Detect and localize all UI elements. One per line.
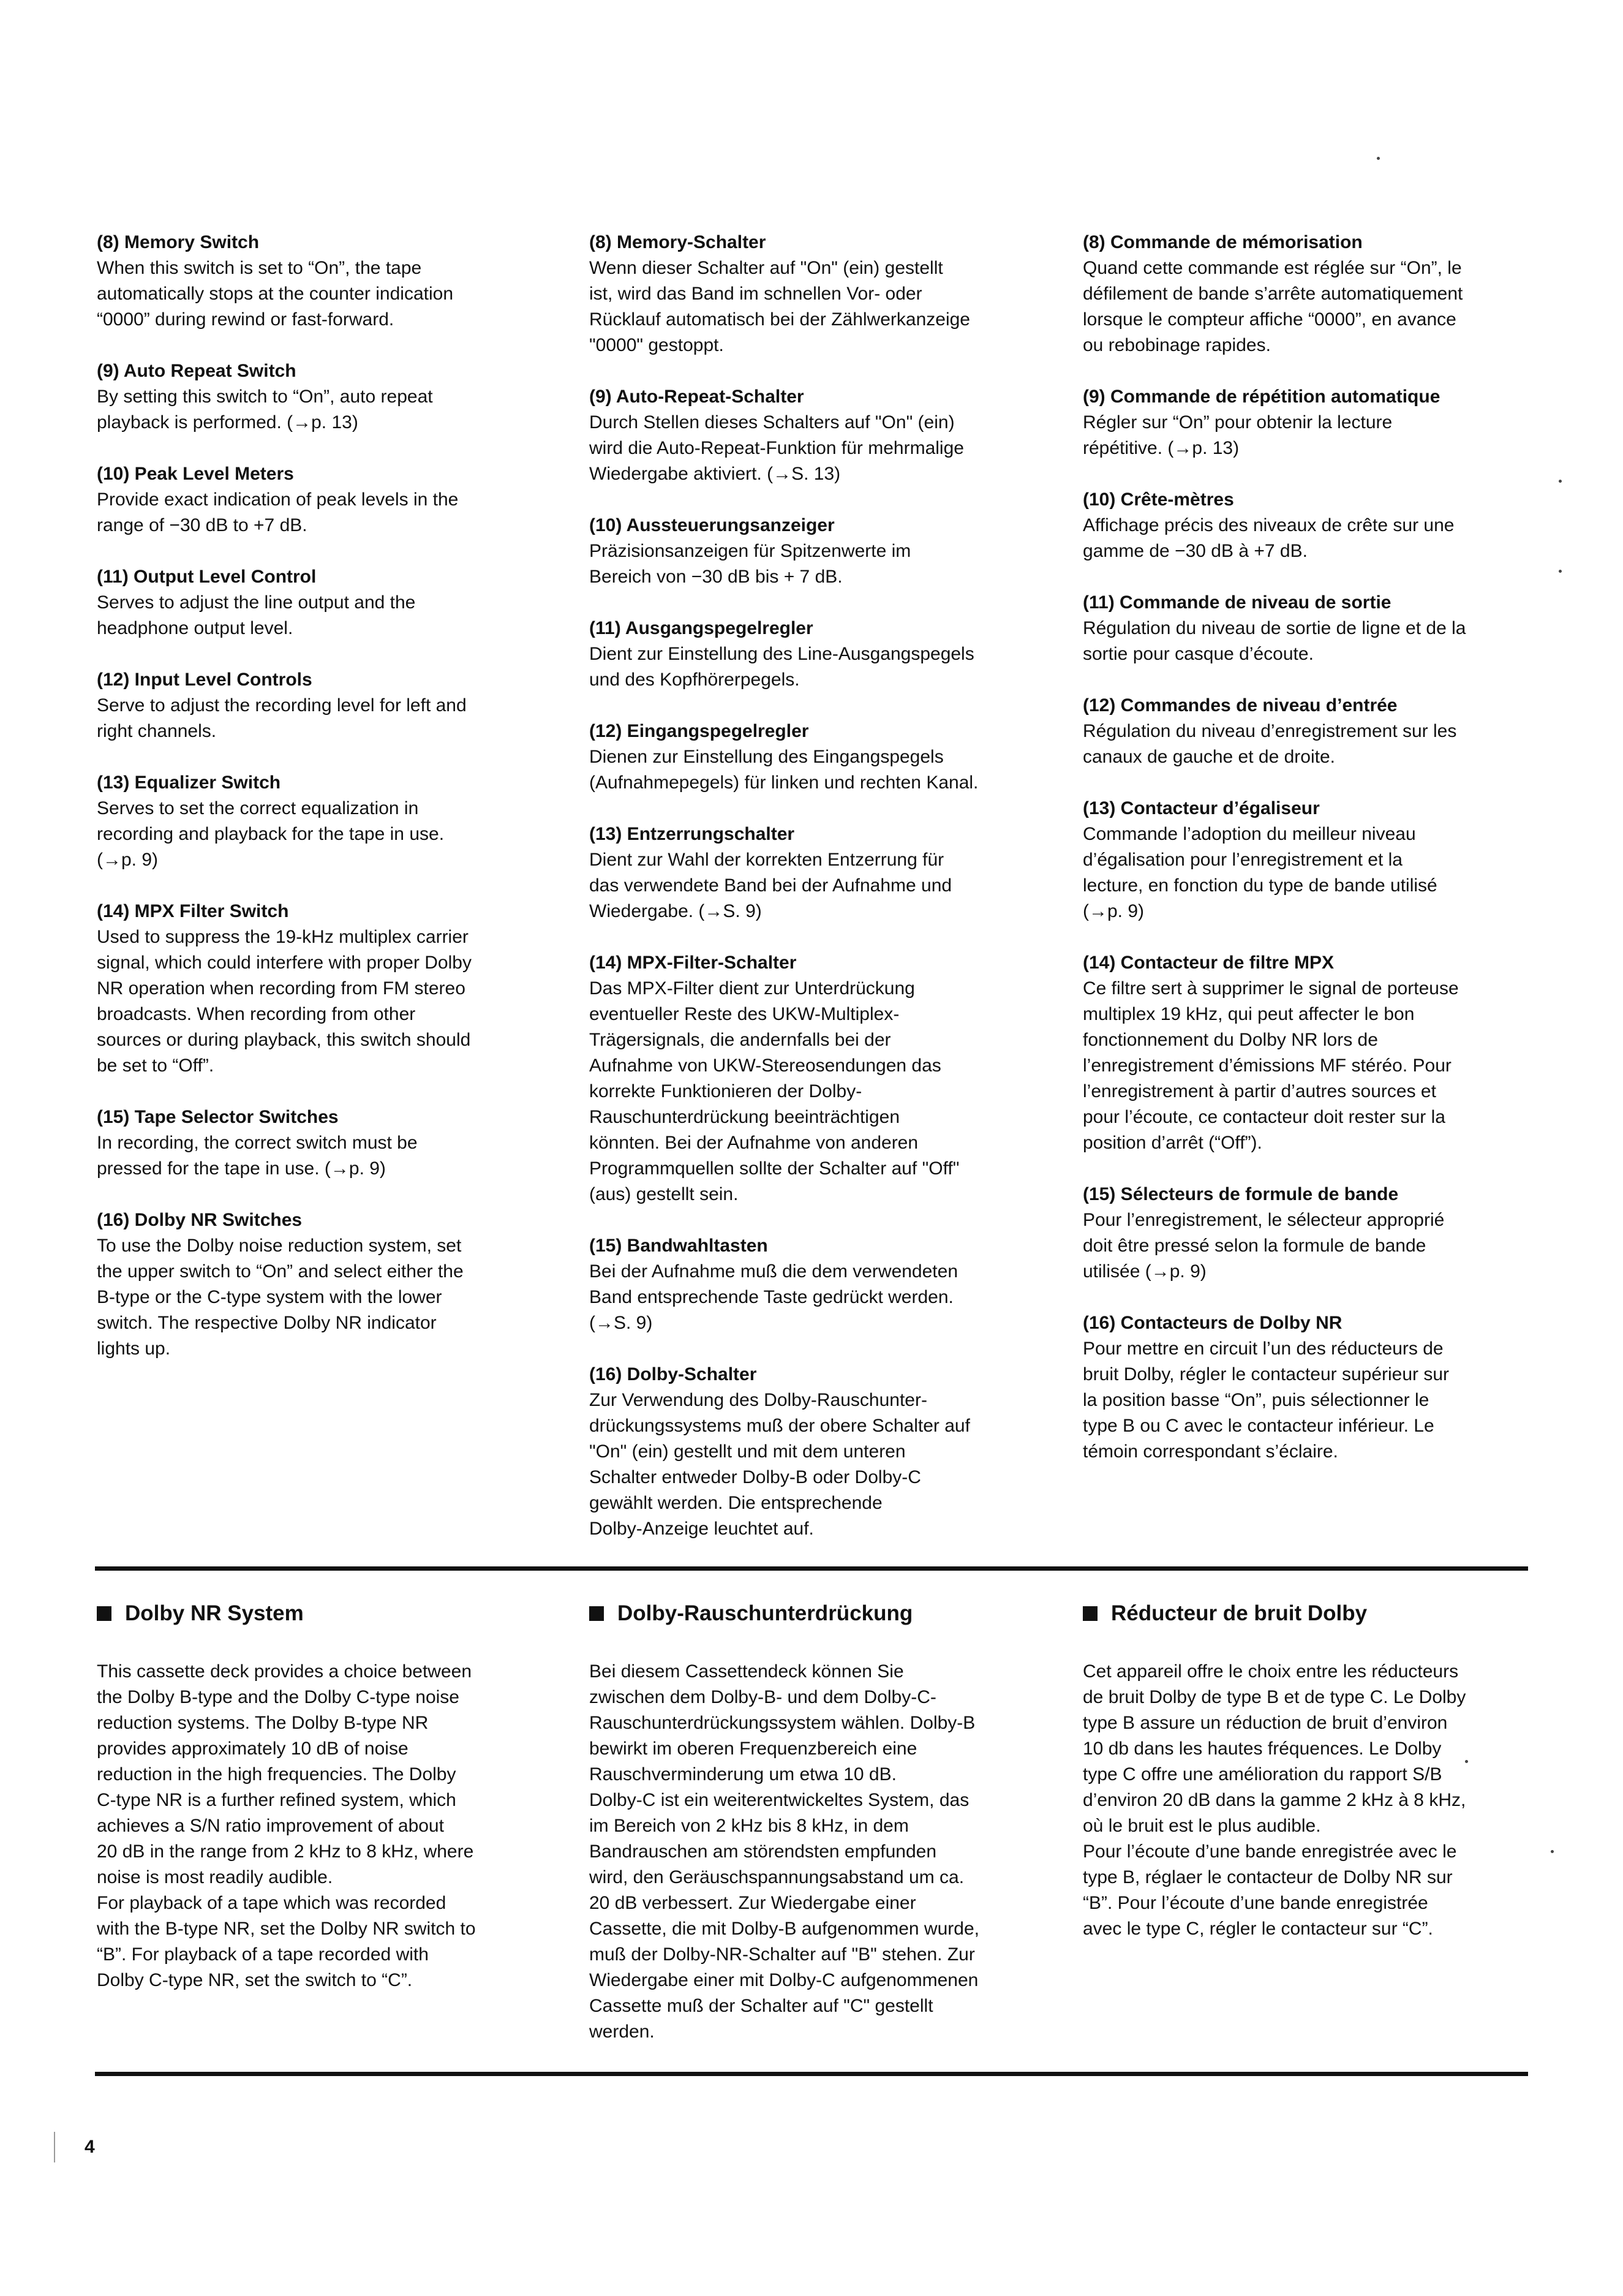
entry-text: Serve to adjust the recording level for left and right channels. bbox=[97, 695, 467, 741]
entry-title: (13) Entzerrungschalter bbox=[589, 824, 795, 844]
margin-mark bbox=[54, 2132, 55, 2162]
entry-text: In recording, the correct switch must be pressed for the tape in use. (→p. 9) bbox=[97, 1133, 418, 1179]
section-title: Dolby-Rauschunterdrückung bbox=[617, 1601, 913, 1625]
section-divider-bottom bbox=[95, 2072, 1528, 2076]
entry-text: Präzisionsanzeigen für Spitzenwerte im Bereich von −30 dB bis + 7 dB. bbox=[589, 541, 911, 587]
entry-title: (15) Sélecteurs de formule de bande bbox=[1083, 1184, 1399, 1204]
entry-title: (16) Dolby NR Switches bbox=[97, 1210, 303, 1230]
entry-text: To use the Dolby noise reduction system, set the upper switch to “On” and select either the B-type or the C-type system with the lower switch. The respective Dolby NR indicator lights up. bbox=[97, 1236, 464, 1359]
entry-contacteur-egaliseur bbox=[1083, 796, 1536, 924]
entry-commande-repetition bbox=[1083, 384, 1536, 461]
entry-title: (15) Tape Selector Switches bbox=[97, 1107, 339, 1127]
section-heading bbox=[97, 1600, 550, 1627]
entry-title: (8) Memory-Schalter bbox=[589, 232, 766, 252]
square-bullet-icon bbox=[97, 1606, 111, 1621]
entry-selecteurs-formule bbox=[1083, 1182, 1536, 1285]
scan-speck bbox=[1559, 570, 1562, 573]
column-german-controls bbox=[589, 230, 1042, 1568]
entry-text: Durch Stellen dieses Schalters auf "On" (ein) wird die Auto-Repeat-Funktion für mehrmalige Wiedergabe aktiviert. (→S. 13) bbox=[589, 412, 964, 484]
entry-text: Provide exact indication of peak levels in the range of −30 dB to +7 dB. bbox=[97, 489, 459, 535]
entry-bandwahltasten bbox=[589, 1233, 1042, 1336]
entry-commandes-niveau-entree bbox=[1083, 693, 1536, 770]
entry-commande-memorisation bbox=[1083, 230, 1536, 358]
section-divider-top bbox=[95, 1566, 1528, 1571]
entry-ausgangspegelregler bbox=[589, 616, 1042, 693]
entry-contacteur-filtre-mpx bbox=[1083, 950, 1536, 1156]
entry-text: Used to suppress the 19-kHz multiplex carrier signal, which could interfere with proper Dolby NR operation when recording from FM stereo broadcasts. When recording from other sources or during playback, this switch should be set to “Off”. bbox=[97, 927, 472, 1076]
entry-output-level-control bbox=[97, 564, 550, 641]
entry-text: Serves to set the correct equalization in recording and playback for the tape in use. (→p. 9) bbox=[97, 798, 445, 870]
square-bullet-icon bbox=[1083, 1606, 1098, 1621]
scan-speck bbox=[1559, 480, 1562, 483]
entry-title: (14) Contacteur de filtre MPX bbox=[1083, 953, 1335, 973]
entry-crete-metres bbox=[1083, 487, 1536, 564]
entry-text: Régler sur “On” pour obtenir la lecture répétitive. (→p. 13) bbox=[1083, 412, 1393, 458]
entry-text: Wenn dieser Schalter auf "On" (ein) gestellt ist, wird das Band im schnellen Vor- oder Rücklauf automatisch bei der Zählwerkanzeige "0000" gestoppt. bbox=[589, 258, 970, 355]
entry-text: Dienen zur Einstellung des Eingangspegels (Aufnahmepegels) für linken und rechten Kanal. bbox=[589, 747, 979, 793]
entry-text: Bei der Aufnahme muß die dem verwendeten Band entsprechende Taste gedrückt werden. (→S. 9) bbox=[589, 1261, 958, 1333]
entry-aussteuerungsanzeiger bbox=[589, 513, 1042, 590]
section-heading bbox=[589, 1600, 1042, 1627]
entry-title: (16) Contacteurs de Dolby NR bbox=[1083, 1313, 1342, 1333]
entry-auto-repeat-switch bbox=[97, 358, 550, 436]
section-title: Réducteur de bruit Dolby bbox=[1111, 1601, 1368, 1625]
entry-title: (15) Bandwahltasten bbox=[589, 1236, 768, 1256]
entry-title: (9) Commande de répétition automatique bbox=[1083, 387, 1440, 407]
entry-title: (10) Peak Level Meters bbox=[97, 464, 294, 484]
entry-text: When this switch is set to “On”, the tape automatically stops at the counter indication “0000” during rewind or fast-forward. bbox=[97, 258, 453, 330]
entry-title: (14) MPX-Filter-Schalter bbox=[589, 953, 797, 973]
page-number: 4 bbox=[85, 2137, 95, 2157]
entry-title: (14) MPX Filter Switch bbox=[97, 901, 289, 921]
square-bullet-icon bbox=[589, 1606, 604, 1621]
entry-equalizer-switch bbox=[97, 770, 550, 873]
section-dolby-nr-english bbox=[97, 1600, 550, 1993]
entry-entzerrungschalter bbox=[589, 821, 1042, 924]
entry-title: (12) Input Level Controls bbox=[97, 670, 312, 690]
entry-mpx-filter-schalter bbox=[589, 950, 1042, 1207]
entry-text: Serves to adjust the line output and the headphone output level. bbox=[97, 592, 416, 638]
section-body: Bei diesem Cassettendeck können Sie zwischen dem Dolby-B- und dem Dolby-C- Rauschunterdrückungssystem wählen. Dolby-B bewirkt im oberen Frequenzbereich eine Rauschverminderung um etwa 10 dB. Dolby-C ist ein weiterentwickeltes System, das im Bereich von 2 kHz bis 8 kHz, in dem Bandrauschen am störendsten empfunden wird, den Geräuschspannungsabstand um ca. 20 dB verbessert. Zur Wiedergabe einer Cassette, die mit Dolby-B aufgenommen wurde, muß der Dolby-NR-Schalter auf "B" stehen. Zur Wiedergabe einer mit Dolby-C aufgenommenen Cassette muß der Schalter auf "C" gestellt werden. bbox=[589, 1661, 979, 2042]
column-english-controls bbox=[97, 230, 550, 1388]
entry-peak-level-meters bbox=[97, 461, 550, 538]
entry-title: (12) Eingangspegelregler bbox=[589, 721, 809, 741]
entry-contacteurs-dolby bbox=[1083, 1310, 1536, 1465]
scan-speck bbox=[1377, 157, 1380, 160]
entry-text: Zur Verwendung des Dolby-Rauschunter- drückungssystems muß der obere Schalter auf "On" (ein) gestellt und mit dem unteren Schalter entweder Dolby-B oder Dolby-C gewählt werden. Die entsprechende Dolby-Anzeige leuchtet auf. bbox=[589, 1390, 970, 1539]
section-body: This cassette deck provides a choice between the Dolby B-type and the Dolby C-type noise reduction systems. The Dolby B-type NR provides approximately 10 dB of noise reduction in the high frequencies. The Dolby C-type NR is a further refined system, which achieves a S/N ratio improvement of about 20 dB in the range from 2 kHz to 8 kHz, where noise is most readily audible. For playback of a tape which was recorded with the B-type NR, set the Dolby NR switch to “B”. For playback of a tape recorded with Dolby C-type NR, set the switch to “C”. bbox=[97, 1661, 476, 1990]
entry-text: Régulation du niveau de sortie de ligne et de la sortie pour casque d’écoute. bbox=[1083, 618, 1466, 664]
entry-text: Pour l’enregistrement, le sélecteur approprié doit être pressé selon la formule de bande utilisée (→p. 9) bbox=[1083, 1210, 1445, 1282]
entry-title: (8) Memory Switch bbox=[97, 232, 260, 252]
entry-title: (11) Output Level Control bbox=[97, 567, 317, 587]
entry-auto-repeat-schalter bbox=[589, 384, 1042, 487]
entry-text: Das MPX-Filter dient zur Unterdrückung eventueller Reste des UKW-Multiplex- Trägersignals, die andernfalls bei der Aufnahme von UKW-Stereosendungen das korrekte Funktionieren der Dolby- Rauschunterdrückung beeinträchtigen könnten. Bei der Aufnahme von anderen Programmquellen sollte der Schalter auf "Off" (aus) gestellt sein. bbox=[589, 978, 960, 1204]
entry-memory-schalter bbox=[589, 230, 1042, 358]
entry-dolby-schalter bbox=[589, 1362, 1042, 1542]
entry-text: Régulation du niveau d’enregistrement sur les canaux de gauche et de droite. bbox=[1083, 721, 1457, 767]
section-title: Dolby NR System bbox=[125, 1601, 304, 1625]
entry-title: (9) Auto-Repeat-Schalter bbox=[589, 387, 804, 407]
section-dolby-nr-german bbox=[589, 1600, 1042, 2045]
entry-commande-niveau-sortie bbox=[1083, 590, 1536, 667]
entry-title: (16) Dolby-Schalter bbox=[589, 1364, 757, 1384]
entry-title: (13) Contacteur d’égaliseur bbox=[1083, 798, 1320, 818]
entry-text: Ce filtre sert à supprimer le signal de porteuse multiplex 19 kHz, qui peut affecter le bon fonctionnement du Dolby NR lors de l’enregistrement d’émissions MF stéréo. Pour l’enregistrement à partir d’autres sources et pour l’écoute, ce contacteur doit rester sur la position d’arrêt (“Off”). bbox=[1083, 978, 1459, 1153]
entry-dolby-nr-switches bbox=[97, 1207, 550, 1362]
section-dolby-nr-french bbox=[1083, 1600, 1536, 1942]
entry-text: Affichage précis des niveaux de crête sur une gamme de −30 dB à +7 dB. bbox=[1083, 515, 1455, 561]
entry-text: Dient zur Wahl der korrekten Entzerrung für das verwendete Band bei der Aufnahme und Wiedergabe. (→S. 9) bbox=[589, 850, 952, 921]
section-body: Cet appareil offre le choix entre les réducteurs de bruit Dolby de type B et de type C. Le Dolby type B assure un réduction de bruit d’environ 10 db dans les hautes fréquences. Le Dolby type C offre une amélioration du rapport S/B d’environ 20 dB dans la gamme 2 kHz à 8 kHz, où le bruit est le plus audible. Pour l’écoute d’une bande enregistrée avec le type B, réglaer le contacteur de Dolby NR sur “B”. Pour l’écoute d’une bande enregistrée avec le type C, régler le contacteur sur “C”. bbox=[1083, 1661, 1466, 1939]
entry-title: (13) Equalizer Switch bbox=[97, 772, 281, 793]
entry-title: (12) Commandes de niveau d’entrée bbox=[1083, 695, 1398, 716]
column-french-controls bbox=[1083, 230, 1536, 1490]
entry-title: (10) Aussteuerungsanzeiger bbox=[589, 515, 835, 535]
entry-text: Pour mettre en circuit l’un des réducteurs de bruit Dolby, régler le contacteur supérieur sur la position basse “On”, puis sélectionner le type B ou C avec le contacteur inférieur. Le témoin correspondant s’éclaire. bbox=[1083, 1339, 1450, 1462]
scan-speck bbox=[1551, 1850, 1554, 1853]
entry-title: (9) Auto Repeat Switch bbox=[97, 361, 296, 381]
entry-text: By setting this switch to “On”, auto repeat playback is performed. (→p. 13) bbox=[97, 387, 433, 432]
entry-eingangspegelregler bbox=[589, 719, 1042, 796]
entry-text: Dient zur Einstellung des Line-Ausgangspegels und des Kopfhörerpegels. bbox=[589, 644, 974, 690]
entry-title: (11) Commande de niveau de sortie bbox=[1083, 592, 1391, 613]
entry-mpx-filter-switch bbox=[97, 899, 550, 1079]
entry-text: Quand cette commande est réglée sur “On”, le défilement de bande s’arrête automatiquement lorsque le compteur affiche “0000”, en avance ou rebobinage rapides. bbox=[1083, 258, 1463, 355]
scan-speck bbox=[1465, 1760, 1468, 1763]
entry-title: (11) Ausgangspegelregler bbox=[589, 618, 813, 638]
entry-title: (8) Commande de mémorisation bbox=[1083, 232, 1363, 252]
entry-text: Commande l’adoption du meilleur niveau d’égalisation pour l’enregistrement et la lecture, en fonction du type de bande utilisé (→p. 9) bbox=[1083, 824, 1437, 921]
section-heading bbox=[1083, 1600, 1536, 1627]
entry-memory-switch bbox=[97, 230, 550, 333]
entry-input-level-controls bbox=[97, 667, 550, 744]
entry-tape-selector-switches bbox=[97, 1105, 550, 1182]
entry-title: (10) Crête-mètres bbox=[1083, 489, 1234, 510]
